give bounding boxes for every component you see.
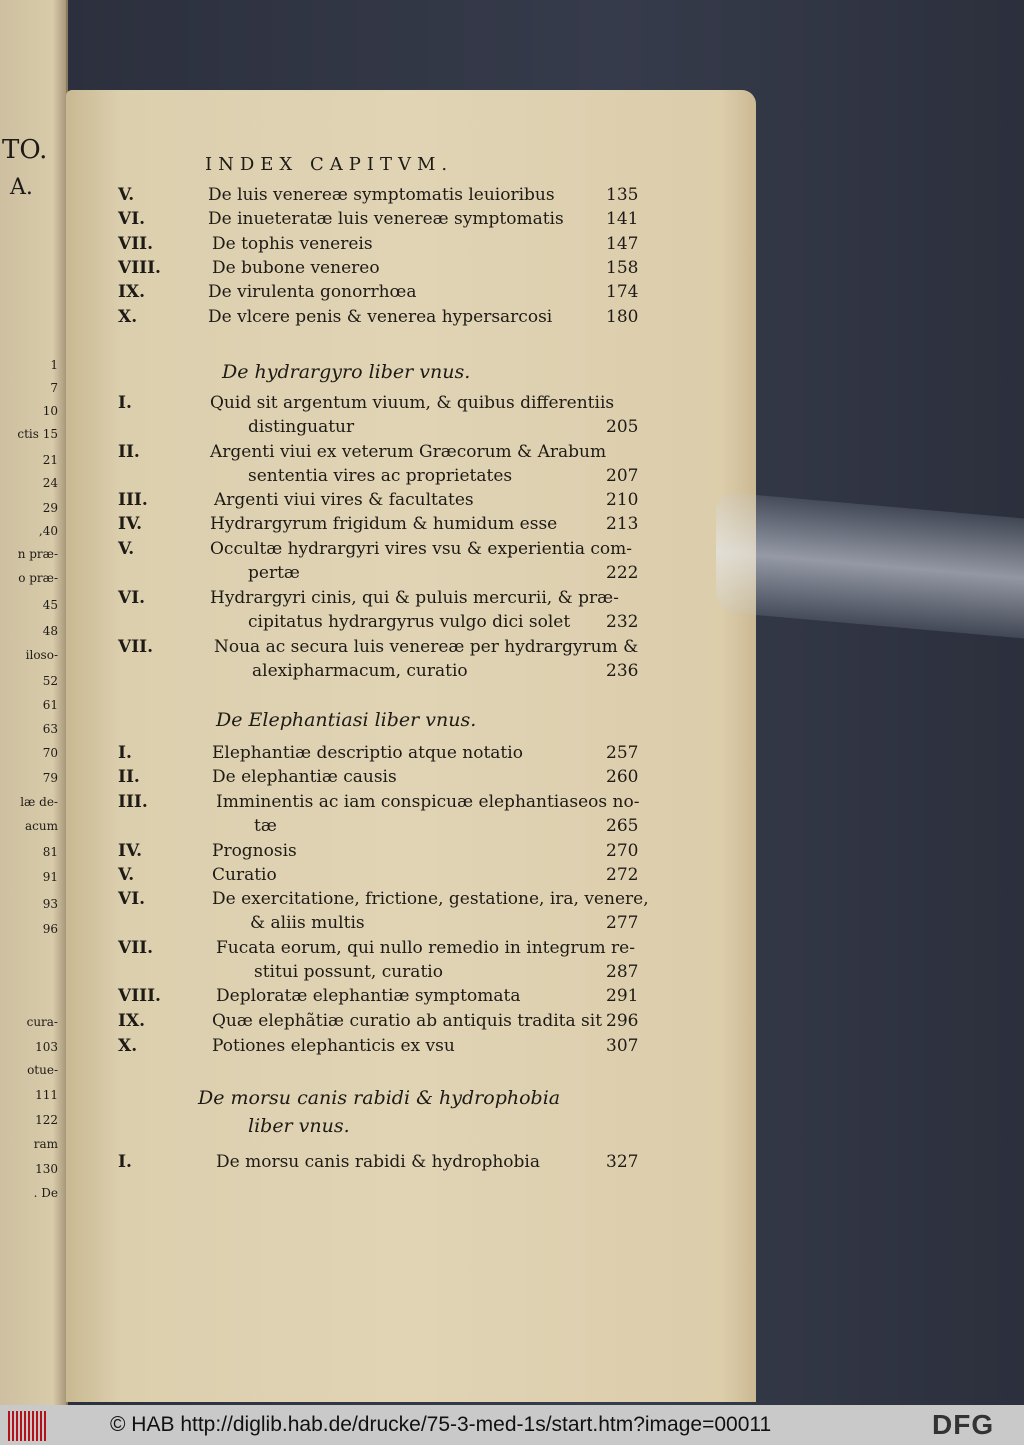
- page-number: 210: [606, 490, 639, 510]
- chapter-number: VI.: [118, 588, 146, 608]
- copyright-url[interactable]: © HAB http://diglib.hab.de/drucke/75-3-med-1s/start.htm?image=00011: [110, 1413, 772, 1436]
- section-title: liber vnus.: [248, 1115, 350, 1137]
- page-number: 287: [606, 962, 639, 982]
- page-number: 158: [606, 258, 639, 278]
- left-margin-line: 29: [42, 501, 58, 515]
- left-margin-line: 63: [42, 722, 58, 736]
- chapter-title: Quæ elephãtiæ curatio ab antiquis tradita sit: [212, 1011, 603, 1031]
- page-number: 174: [606, 282, 639, 302]
- left-margin-line: ctis 15: [17, 427, 58, 441]
- chapter-number: I.: [118, 1152, 132, 1172]
- chapter-number: VI.: [118, 209, 146, 229]
- left-margin-line: 91: [42, 870, 58, 884]
- page-number: 141: [606, 209, 639, 229]
- page-number: 327: [606, 1152, 639, 1172]
- chapter-title: Potiones elephanticis ex vsu: [212, 1036, 455, 1056]
- left-margin-line: n præ-: [17, 547, 58, 561]
- index-header: INDEX CAPITVM.: [205, 154, 454, 175]
- chapter-title: pertæ: [248, 563, 300, 583]
- chapter-title: Prognosis: [212, 841, 297, 861]
- chapter-title: De virulenta gonorrhœa: [208, 282, 417, 302]
- chapter-number: VII.: [118, 234, 154, 254]
- left-margin-line: 61: [42, 698, 58, 712]
- left-margin-line: 7: [50, 381, 58, 395]
- chapter-number: VIII.: [118, 258, 161, 278]
- left-margin-line: cura-: [26, 1015, 58, 1029]
- chapter-title: tæ: [254, 816, 277, 836]
- page-number: 180: [606, 307, 639, 327]
- left-margin-line: acum: [25, 819, 58, 833]
- left-margin-line: 10: [42, 404, 58, 418]
- chapter-number: IV.: [118, 514, 143, 534]
- chapter-title: alexipharmacum, curatio: [252, 661, 468, 681]
- section-title: De Elephantiasi liber vnus.: [216, 709, 477, 731]
- chapter-number: V.: [118, 185, 135, 205]
- chapter-number: IV.: [118, 841, 143, 861]
- left-page-fragment: A.: [10, 175, 33, 200]
- page-number: 277: [606, 913, 639, 933]
- chapter-title: Elephantiæ descriptio atque notatio: [212, 743, 523, 763]
- chapter-title: distinguatur: [248, 417, 355, 437]
- chapter-title: Quid sit argentum viuum, & quibus differentiis: [210, 393, 615, 413]
- left-margin-line: 21: [42, 453, 58, 467]
- chapter-title: De vlcere penis & venerea hypersarcosi: [208, 307, 553, 327]
- chapter-title: De luis venereæ symptomatis leuioribus: [208, 185, 555, 205]
- chapter-title: De exercitatione, frictione, gestatione, ira, venere,: [212, 889, 649, 909]
- left-page-fragment: TO.: [2, 135, 48, 165]
- page-number: 270: [606, 841, 639, 861]
- left-margin-line: læ de-: [20, 795, 58, 809]
- page-number: 213: [606, 514, 639, 534]
- chapter-title: Imminentis ac iam conspicuæ elephantiaseos no-: [216, 792, 640, 812]
- chapter-title: Deploratæ elephantiæ symptomata: [216, 986, 521, 1006]
- left-margin-line: 93: [42, 897, 58, 911]
- chapter-number: VI.: [118, 889, 146, 909]
- chapter-number: IX.: [118, 282, 146, 302]
- left-margin-line: 1: [50, 358, 58, 372]
- left-margin-line: o præ-: [18, 571, 58, 585]
- left-margin-line: 79: [42, 771, 58, 785]
- chapter-number: III.: [118, 490, 148, 510]
- chapter-number: X.: [118, 1036, 138, 1056]
- chapter-number: VIII.: [118, 986, 161, 1006]
- chapter-number: III.: [118, 792, 148, 812]
- left-margin-line: 130: [35, 1162, 58, 1176]
- section-title: De hydrargyro liber vnus.: [222, 361, 471, 383]
- page-number: 296: [606, 1011, 639, 1031]
- left-margin-line: 48: [42, 624, 58, 638]
- left-margin-line: 70: [42, 746, 58, 760]
- page-number: 307: [606, 1036, 639, 1056]
- chapter-title: Occultæ hydrargyri vires vsu & experientia com-: [210, 539, 633, 559]
- chapter-title: Curatio: [212, 865, 277, 885]
- left-margin-line: . De: [33, 1186, 58, 1200]
- chapter-title: cipitatus hydrargyrus vulgo dici solet: [248, 612, 571, 632]
- chapter-number: I.: [118, 393, 132, 413]
- chapter-title: De inueteratæ luis venereæ symptomatis: [208, 209, 564, 229]
- chapter-number: VII.: [118, 637, 154, 657]
- page-number: 265: [606, 816, 639, 836]
- left-margin-line: ,40: [38, 524, 58, 538]
- dfg-logo: DFG: [932, 1409, 995, 1440]
- left-margin-line: 122: [35, 1113, 58, 1127]
- chapter-number: II.: [118, 442, 140, 462]
- chapter-number: V.: [118, 865, 135, 885]
- chapter-number: V.: [118, 539, 135, 559]
- chapter-number: I.: [118, 743, 132, 763]
- page-number: 260: [606, 767, 639, 787]
- chapter-title: Hydrargyrum frigidum & humidum esse: [210, 514, 558, 534]
- left-margin-line: 111: [35, 1088, 58, 1102]
- hab-logo-icon: [8, 1411, 46, 1441]
- page-number: 257: [606, 743, 639, 763]
- page-number: 291: [606, 986, 639, 1006]
- chapter-number: II.: [118, 767, 140, 787]
- footer-bar: [0, 1405, 1024, 1445]
- chapter-title: De morsu canis rabidi & hydrophobia: [216, 1152, 540, 1172]
- page-number: 135: [606, 185, 639, 205]
- page-number: 236: [606, 661, 639, 681]
- chapter-title: sententia vires ac proprietates: [248, 466, 513, 486]
- page-number: 222: [606, 563, 639, 583]
- chapter-title: De bubone venereo: [212, 258, 380, 278]
- chapter-number: IX.: [118, 1011, 146, 1031]
- page-number: 207: [606, 466, 639, 486]
- chapter-title: De elephantiæ causis: [212, 767, 397, 787]
- left-margin-line: 24: [42, 476, 58, 490]
- chapter-title: Argenti viui ex veterum Græcorum & Arabum: [210, 442, 607, 462]
- page-number: 232: [606, 612, 639, 632]
- left-margin-line: 52: [42, 674, 58, 688]
- chapter-title: De tophis venereis: [212, 234, 373, 254]
- left-margin-line: 45: [42, 598, 58, 612]
- section-title: De morsu canis rabidi & hydrophobia: [198, 1087, 561, 1109]
- chapter-number: VII.: [118, 938, 154, 958]
- page-number: 272: [606, 865, 639, 885]
- chapter-title: Hydrargyri cinis, qui & puluis mercurii, & præ-: [210, 588, 619, 608]
- chapter-title: Argenti viui vires & facultates: [214, 490, 474, 510]
- left-margin-line: iloso-: [25, 648, 58, 662]
- left-margin-line: 103: [35, 1040, 58, 1054]
- chapter-title: & aliis multis: [250, 913, 365, 933]
- left-margin-line: 96: [42, 922, 58, 936]
- chapter-title: Noua ac secura luis venereæ per hydrargyrum &: [214, 637, 639, 657]
- page-number: 147: [606, 234, 639, 254]
- chapter-title: Fucata eorum, qui nullo remedio in integrum re-: [216, 938, 635, 958]
- left-margin-line: ram: [33, 1137, 58, 1151]
- page-number: 205: [606, 417, 639, 437]
- left-margin-line: otue-: [27, 1063, 58, 1077]
- left-margin-line: 81: [42, 845, 58, 859]
- chapter-number: X.: [118, 307, 138, 327]
- chapter-title: stitui possunt, curatio: [254, 962, 443, 982]
